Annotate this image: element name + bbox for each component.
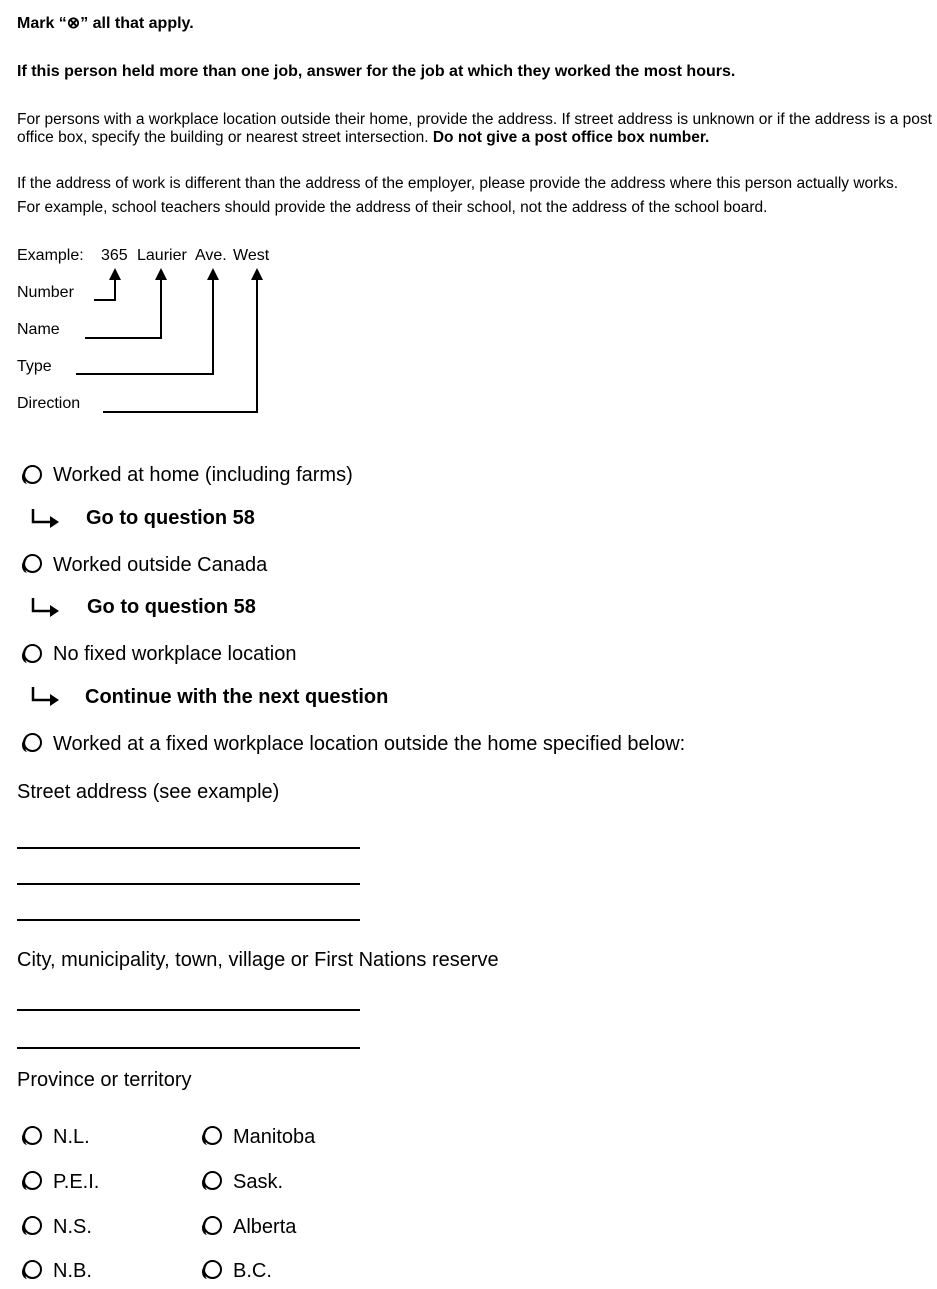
example-name-label: Name — [17, 321, 60, 338]
number-arrowhead — [109, 268, 121, 280]
worked-at-home-label: Worked at home (including farms) — [53, 464, 353, 486]
mark-prefix: Mark — [17, 15, 59, 32]
fixed-workplace-label: Worked at a fixed workplace location outside the home specified below: — [53, 733, 686, 755]
province-bc-label: B.C. — [233, 1260, 272, 1282]
city-label: City, municipality, town, village or First Nations reserve — [17, 949, 499, 971]
example-number: 365 — [101, 247, 128, 264]
province-alberta-label: Alberta — [233, 1216, 297, 1238]
street-address-line-3[interactable] — [17, 899, 360, 921]
workplace-address-text: For persons with a workplace location outside their home, provide the address. If street address is unknown or if the address is a post office box, specify the building or nearest street intersection. — [17, 111, 932, 146]
province-manitoba-label: Manitoba — [233, 1126, 316, 1148]
example-direction: West — [233, 247, 270, 264]
province-nb-radio[interactable] — [23, 1260, 42, 1279]
street-address-line-1[interactable] — [17, 827, 360, 849]
province-label: Province or territory — [17, 1069, 192, 1091]
type-connector — [76, 278, 213, 374]
worked-at-home-radio[interactable] — [23, 465, 42, 484]
province-nl-radio[interactable] — [23, 1126, 42, 1145]
province-pei-label: P.E.I. — [53, 1171, 100, 1193]
number-connector — [94, 278, 115, 300]
province-nl-label: N.L. — [53, 1126, 90, 1148]
province-alberta-radio[interactable] — [203, 1216, 222, 1235]
example-direction-label: Direction — [17, 395, 81, 412]
no-fixed-workplace-skip: Continue with the next question — [85, 686, 389, 708]
province-pei-radio[interactable] — [23, 1171, 42, 1190]
province-ns-radio[interactable] — [23, 1216, 42, 1235]
direction-connector — [103, 278, 257, 412]
skip-arrow-icon — [30, 507, 60, 531]
city-line-1[interactable] — [17, 989, 360, 1011]
example-label: Example: — [17, 247, 84, 264]
example-number-label: Number — [17, 284, 74, 301]
street-address-line-2[interactable] — [17, 863, 360, 885]
direction-arrowhead — [251, 268, 263, 280]
example-type-label: Type — [17, 358, 52, 375]
province-bc-radio[interactable] — [203, 1260, 222, 1279]
province-ns-label: N.S. — [53, 1216, 92, 1238]
different-address-line1: If the address of work is different than the address of the employer, please provide the address where this person actually works. — [17, 175, 899, 192]
example-connector-lines — [0, 0, 300, 420]
po-box-warning: Do not give a post office box number. — [432, 129, 710, 146]
more-than-one-job-instruction: If this person held more than one job, answer for the job at which they worked the most hours. — [17, 63, 736, 80]
name-arrowhead — [155, 268, 167, 280]
worked-outside-canada-skip: Go to question 58 — [87, 596, 256, 618]
fixed-workplace-radio[interactable] — [23, 733, 42, 752]
worked-at-home-skip: Go to question 58 — [86, 507, 255, 529]
example-name: Laurier — [137, 247, 187, 264]
province-manitoba-radio[interactable] — [203, 1126, 222, 1145]
province-nb-label: N.B. — [53, 1260, 92, 1282]
skip-arrow-icon — [30, 596, 60, 620]
no-fixed-workplace-label: No fixed workplace location — [53, 643, 297, 665]
mark-symbol: “⊗” — [58, 15, 89, 32]
street-address-label: Street address (see example) — [17, 781, 280, 803]
mark-suffix: all that apply. — [88, 15, 194, 32]
type-arrowhead — [207, 268, 219, 280]
province-sask-radio[interactable] — [203, 1171, 222, 1190]
worked-outside-canada-radio[interactable] — [23, 554, 42, 573]
name-connector — [85, 278, 161, 338]
city-line-2[interactable] — [17, 1027, 360, 1049]
example-type: Ave. — [195, 247, 227, 264]
no-fixed-workplace-radio[interactable] — [23, 644, 42, 663]
different-address-line2: For example, school teachers should provide the address of their school, not the address of the school board. — [17, 199, 768, 216]
province-sask-label: Sask. — [233, 1171, 284, 1193]
skip-arrow-icon — [30, 685, 60, 709]
worked-outside-canada-label: Worked outside Canada — [53, 554, 268, 576]
